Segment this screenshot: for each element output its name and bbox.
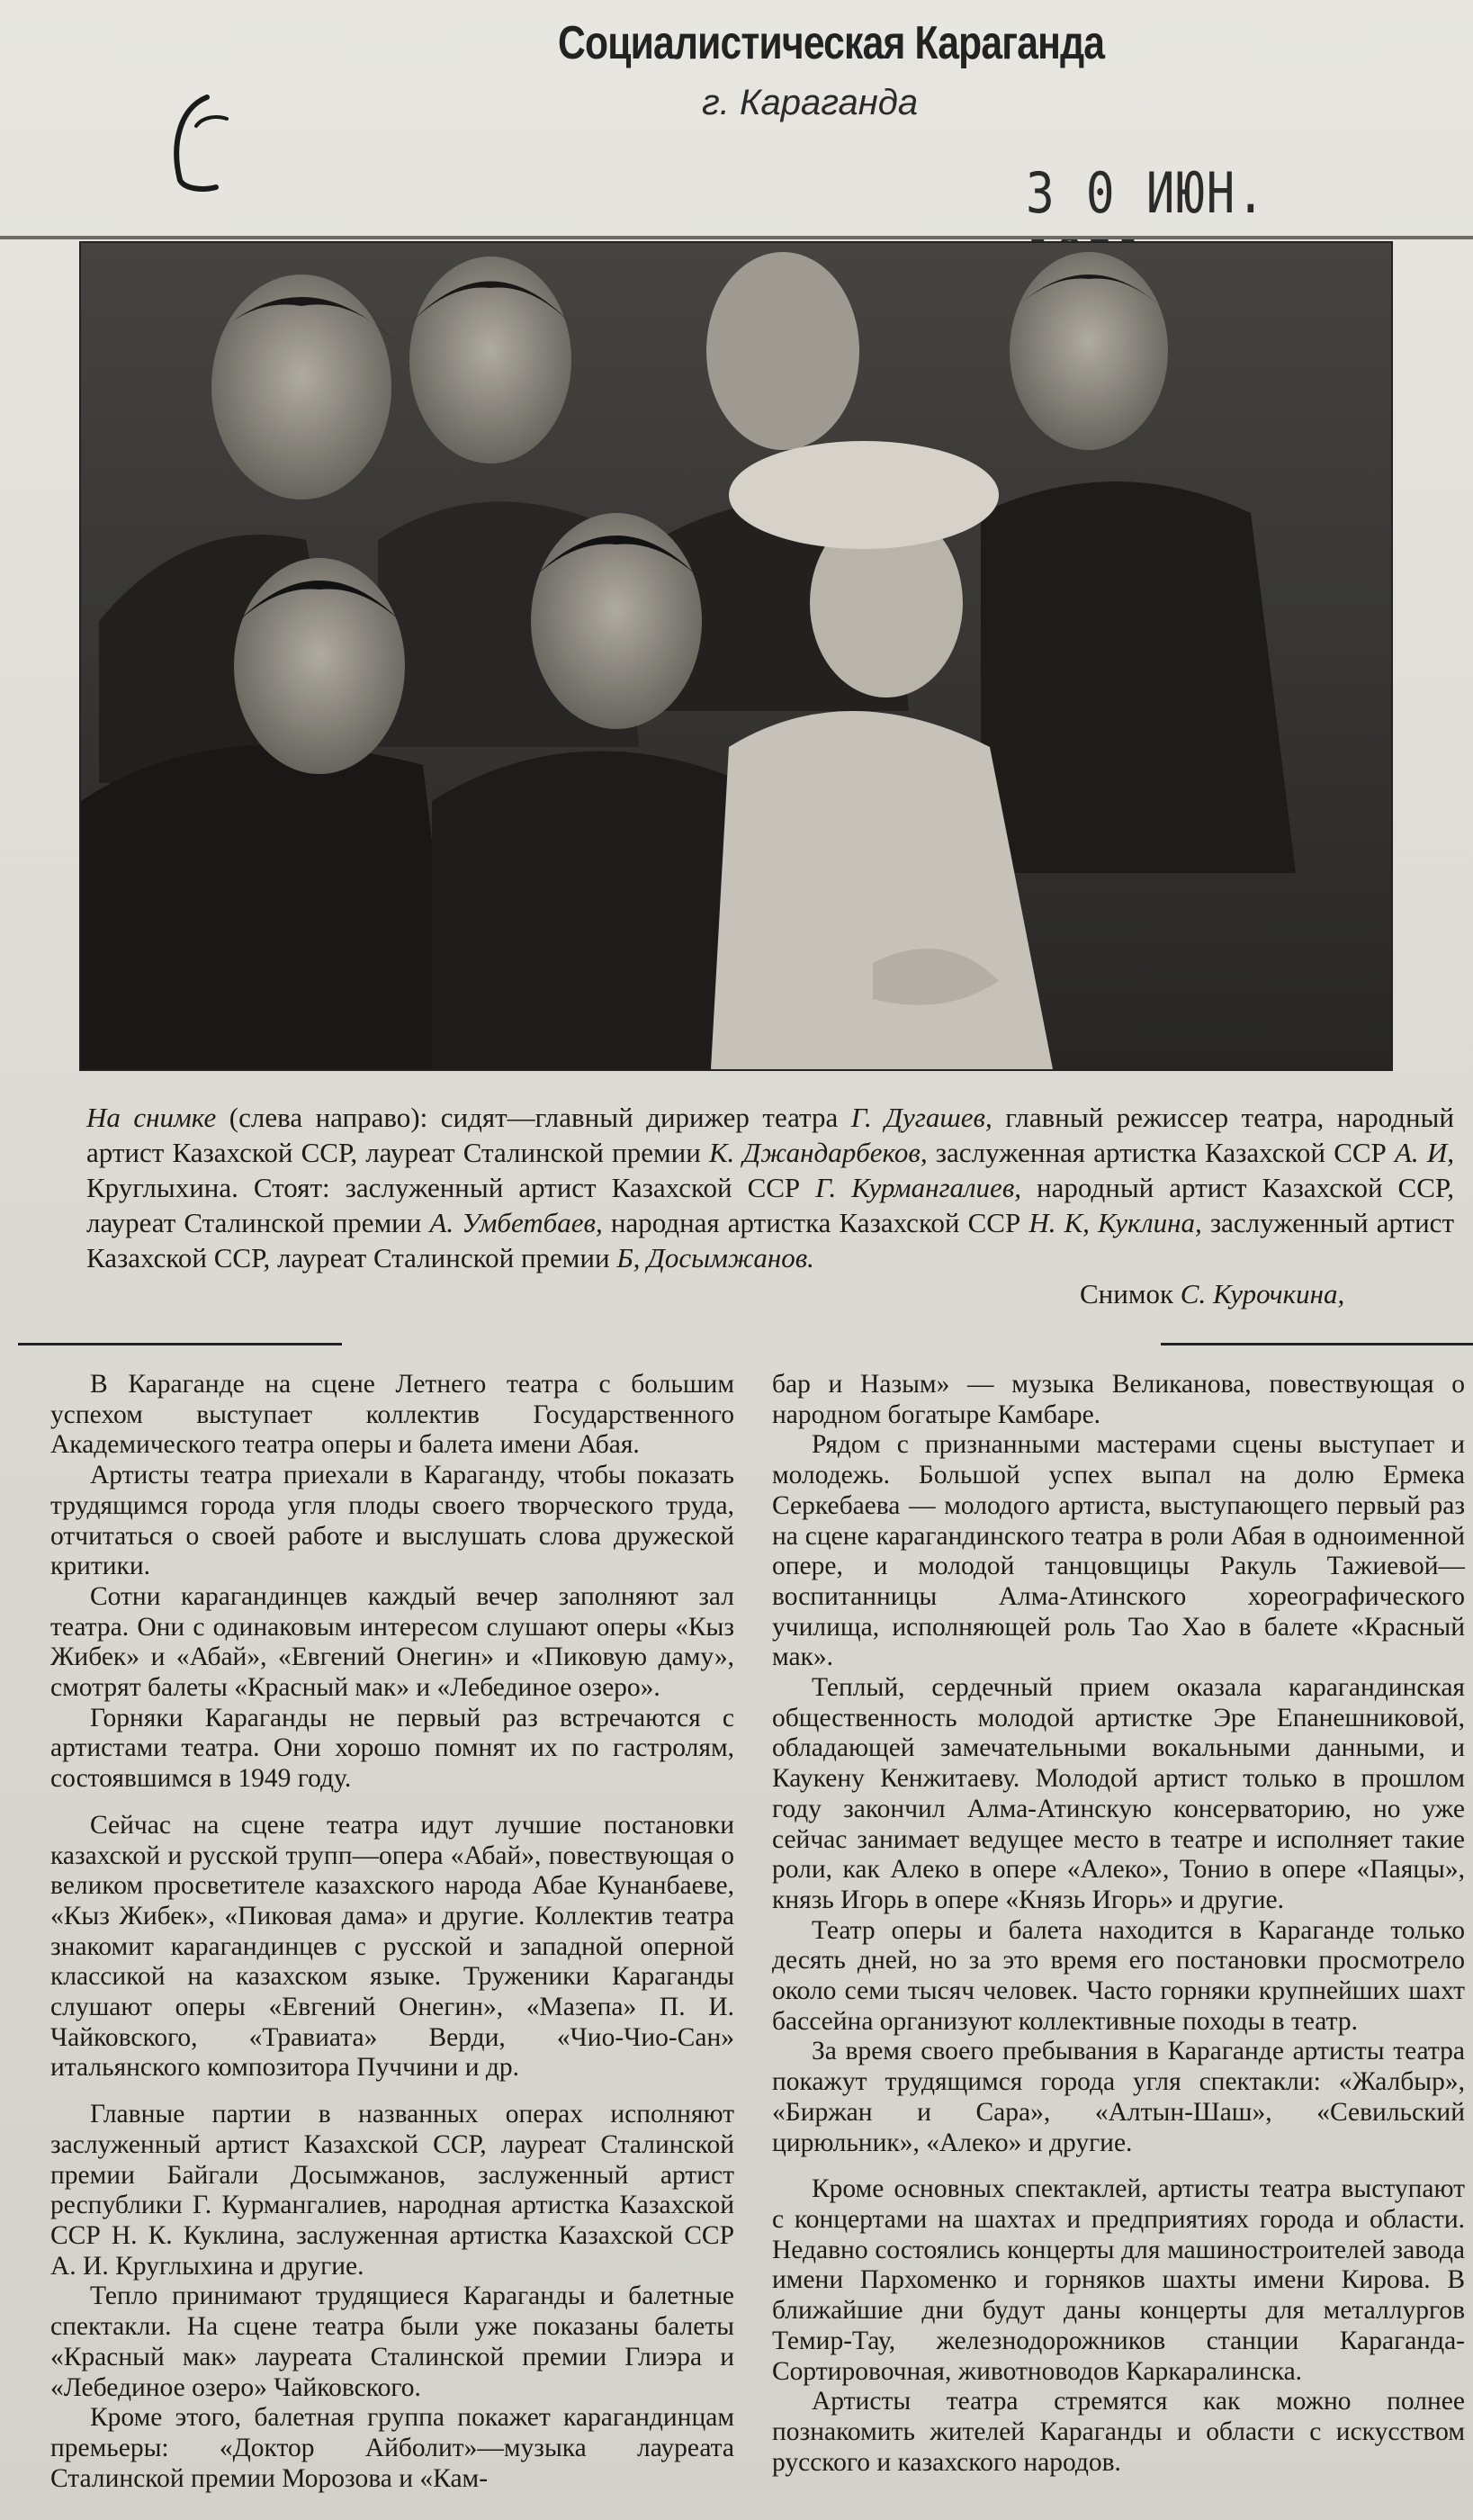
city-stamp: г. Караганда [702,83,919,122]
date-stamp: 3 0 ИЮН. [1026,160,1267,226]
paragraph: Главные партии в названных операх исполняют заслуженный артист Казахской ССР, лауреат Сталинской премии Байгали Досымжанов, заслуженный артист республики Г. Курмангалиев, народная артистка Казахской ССР Н. К. Куклина, заслуженная артистка Казахской ССР А. И. Круглыхина и другие. [50,2100,734,2281]
publication-stamp: Социалистическая Караганда [558,17,1105,69]
caption-name: Б, Досымжанов. [616,1242,814,1274]
caption-name: А. И, [1394,1137,1454,1168]
caption-text: Круглыхина. Стоят: заслуженный артист Казахской ССР [86,1172,816,1203]
paragraph: Сотни карагандинцев каждый вечер заполняют зал театра. Они с одинаковым интересом слушают оперы «Кыз Жибек» и «Абай», «Евгений Онегин» и «Пиковую даму», смотрят балеты «Красный мак» и «Лебединое озеро». [50,1581,734,1703]
caption-text: главный режиссер театра, народный артист Казахской ССР, лауреат Сталинской премии [86,1102,1454,1168]
credit-label: Снимок [1080,1278,1181,1310]
group-photo-icon [81,243,1391,1069]
caption-text: (слева направо): сидят—главный дирижер театра [216,1102,851,1133]
paragraph: Театр оперы и балета находится в Караганде только десять дней, но за это время его постановки просмотрело около семи тысяч человек. Часто горняки крупнейших шахт бассейна организуют коллективные походы в театр. [772,1915,1465,2036]
paragraph: Теплый, сердечный прием оказала карагандинская общественность молодой артистке Эре Епанешниковой, обладающей замечательными вокальными данными, и Каукену Кенжитаеву. Молодой артист только в прошлом году закончил Алма-Атинскую консерваторию, но уже сейчас занимает ведущее место в театре и исполняет такие роли, как Алеко в опере «Алеко», Тонио в опере «Паяцы», князь Игорь в опере «Князь Игорь» и другие. [772,1673,1465,1914]
paragraph: Кроме этого, балетная группа покажет карагандинцам премьеры: «Доктор Айболит»—музыка лауреата Сталинской премии Морозова и «Кам- [50,2403,734,2493]
caption-name: Г. Дугашев, [850,1102,992,1133]
caption-name: Г. Курмангалиев, [815,1172,1022,1203]
article-column-right [772,1370,1465,2478]
paragraph: Сейчас на сцене театра идут лучшие постановки казахской и русской трупп—опера «Абай», повествующая о великом просветителе казахского народа Абае Кунанбаеве, «Кыз Жибек», «Пиковая дама» и другие. Коллектив театра знакомит карагандинцев с русской и западной оперной классикой на казахском языке. Труженики Караганды слушают оперы «Евгений Онегин», «Мазепа» П. И. Чайковского, «Травиата» Верди, «Чио-Чио-Сан» итальянского композитора Пуччини и др. [50,1810,734,2083]
group-photo [79,241,1393,1071]
caption-text: заслуженная артистка Казахской ССР [927,1137,1395,1168]
paragraph: В Караганде на сцене Летнего театра с большим успехом выступает коллектив Государственного Академического театра оперы и балета имени Абая. [50,1370,734,1460]
header-rule [0,236,1473,239]
caption-text: народная артистка Казахской ССР [602,1207,1029,1238]
paragraph: Горняки Караганды не первый раз встречаются с артистами театра. Они хорошо помнят их по гастролям, состоявшимся в 1949 году. [50,1703,734,1794]
caption-lead: На снимке [86,1102,217,1133]
photo-credit [1080,1278,1344,1310]
section-rule [18,1343,342,1346]
paragraph: За время своего пребывания в Караганде артисты театра покажут трудящимся города угля спектакли: «Жалбыр», «Биржан и Сара», «Алтын-Шаш», «Севильский цирюльник», «Алеко» и другие. [772,2037,1465,2157]
credit-name: С. Курочкина, [1180,1278,1345,1310]
paragraph: Кроме основных спектаклей, артисты театра выступают с концертами на шахтах и предприятиях города и области. Недавно состоялись концерты для машиностроителей завода имени Пархоменко и горняков шахты имени Кирова. В ближайшие дни будут даны концерты для металлургов Темир-Тау, железнодорожников станции Караганда-Сортировочная, животноводов Каркаралинска. [772,2174,1465,2386]
pen-mark-icon [153,90,252,198]
article-column-left [50,1370,734,2494]
paragraph: бар и Назым» — музыка Великанова, повествующая о народном богатыре Камбаре. [772,1370,1465,1429]
caption-name: А. Умбетбаев, [429,1207,603,1238]
paragraph: Артисты театра приехали в Караганду, чтобы показать трудящимся города угля плоды своего творческого труда, отчитаться о своей работе и выслушать слова дружеской критики. [50,1461,734,1581]
caption-text: заслуженный артист Казахской ССР, лауреат Сталинской премии [86,1207,1454,1274]
caption-name: Н. К, Куклина, [1028,1207,1202,1238]
paragraph: Рядом с признанными мастерами сцены выступает и молодежь. Большой успех выпал на долю Ермека Серкебаева — молодого артиста, выступающего первый раз на сцене карагандинского театра в роли Абая в одноименной опере, и молодой танцовщицы Ракуль Тажиевой—воспитанницы Алма-Атинского хореографического училища, исполняющей роль Тао Хао в балете «Красный мак». [772,1430,1465,1672]
photo-caption [86,1100,1454,1275]
caption-text: народный артист Казахской ССР, лауреат Сталинской премии [86,1172,1454,1238]
section-rule [1161,1343,1473,1346]
paragraph: Тепло принимают трудящиеся Караганды и балетные спектакли. На сцене театра были уже показаны балеты «Красный мак» лауреата Сталинской премии Глиэра и «Лебединое озеро» Чайковского. [50,2282,734,2402]
caption-name: К. Джандарбеков, [708,1137,928,1168]
paragraph: Артисты театра стремятся как можно полнее познакомить жителей Караганды и области с искусством русского и казахского народов. [772,2387,1465,2477]
